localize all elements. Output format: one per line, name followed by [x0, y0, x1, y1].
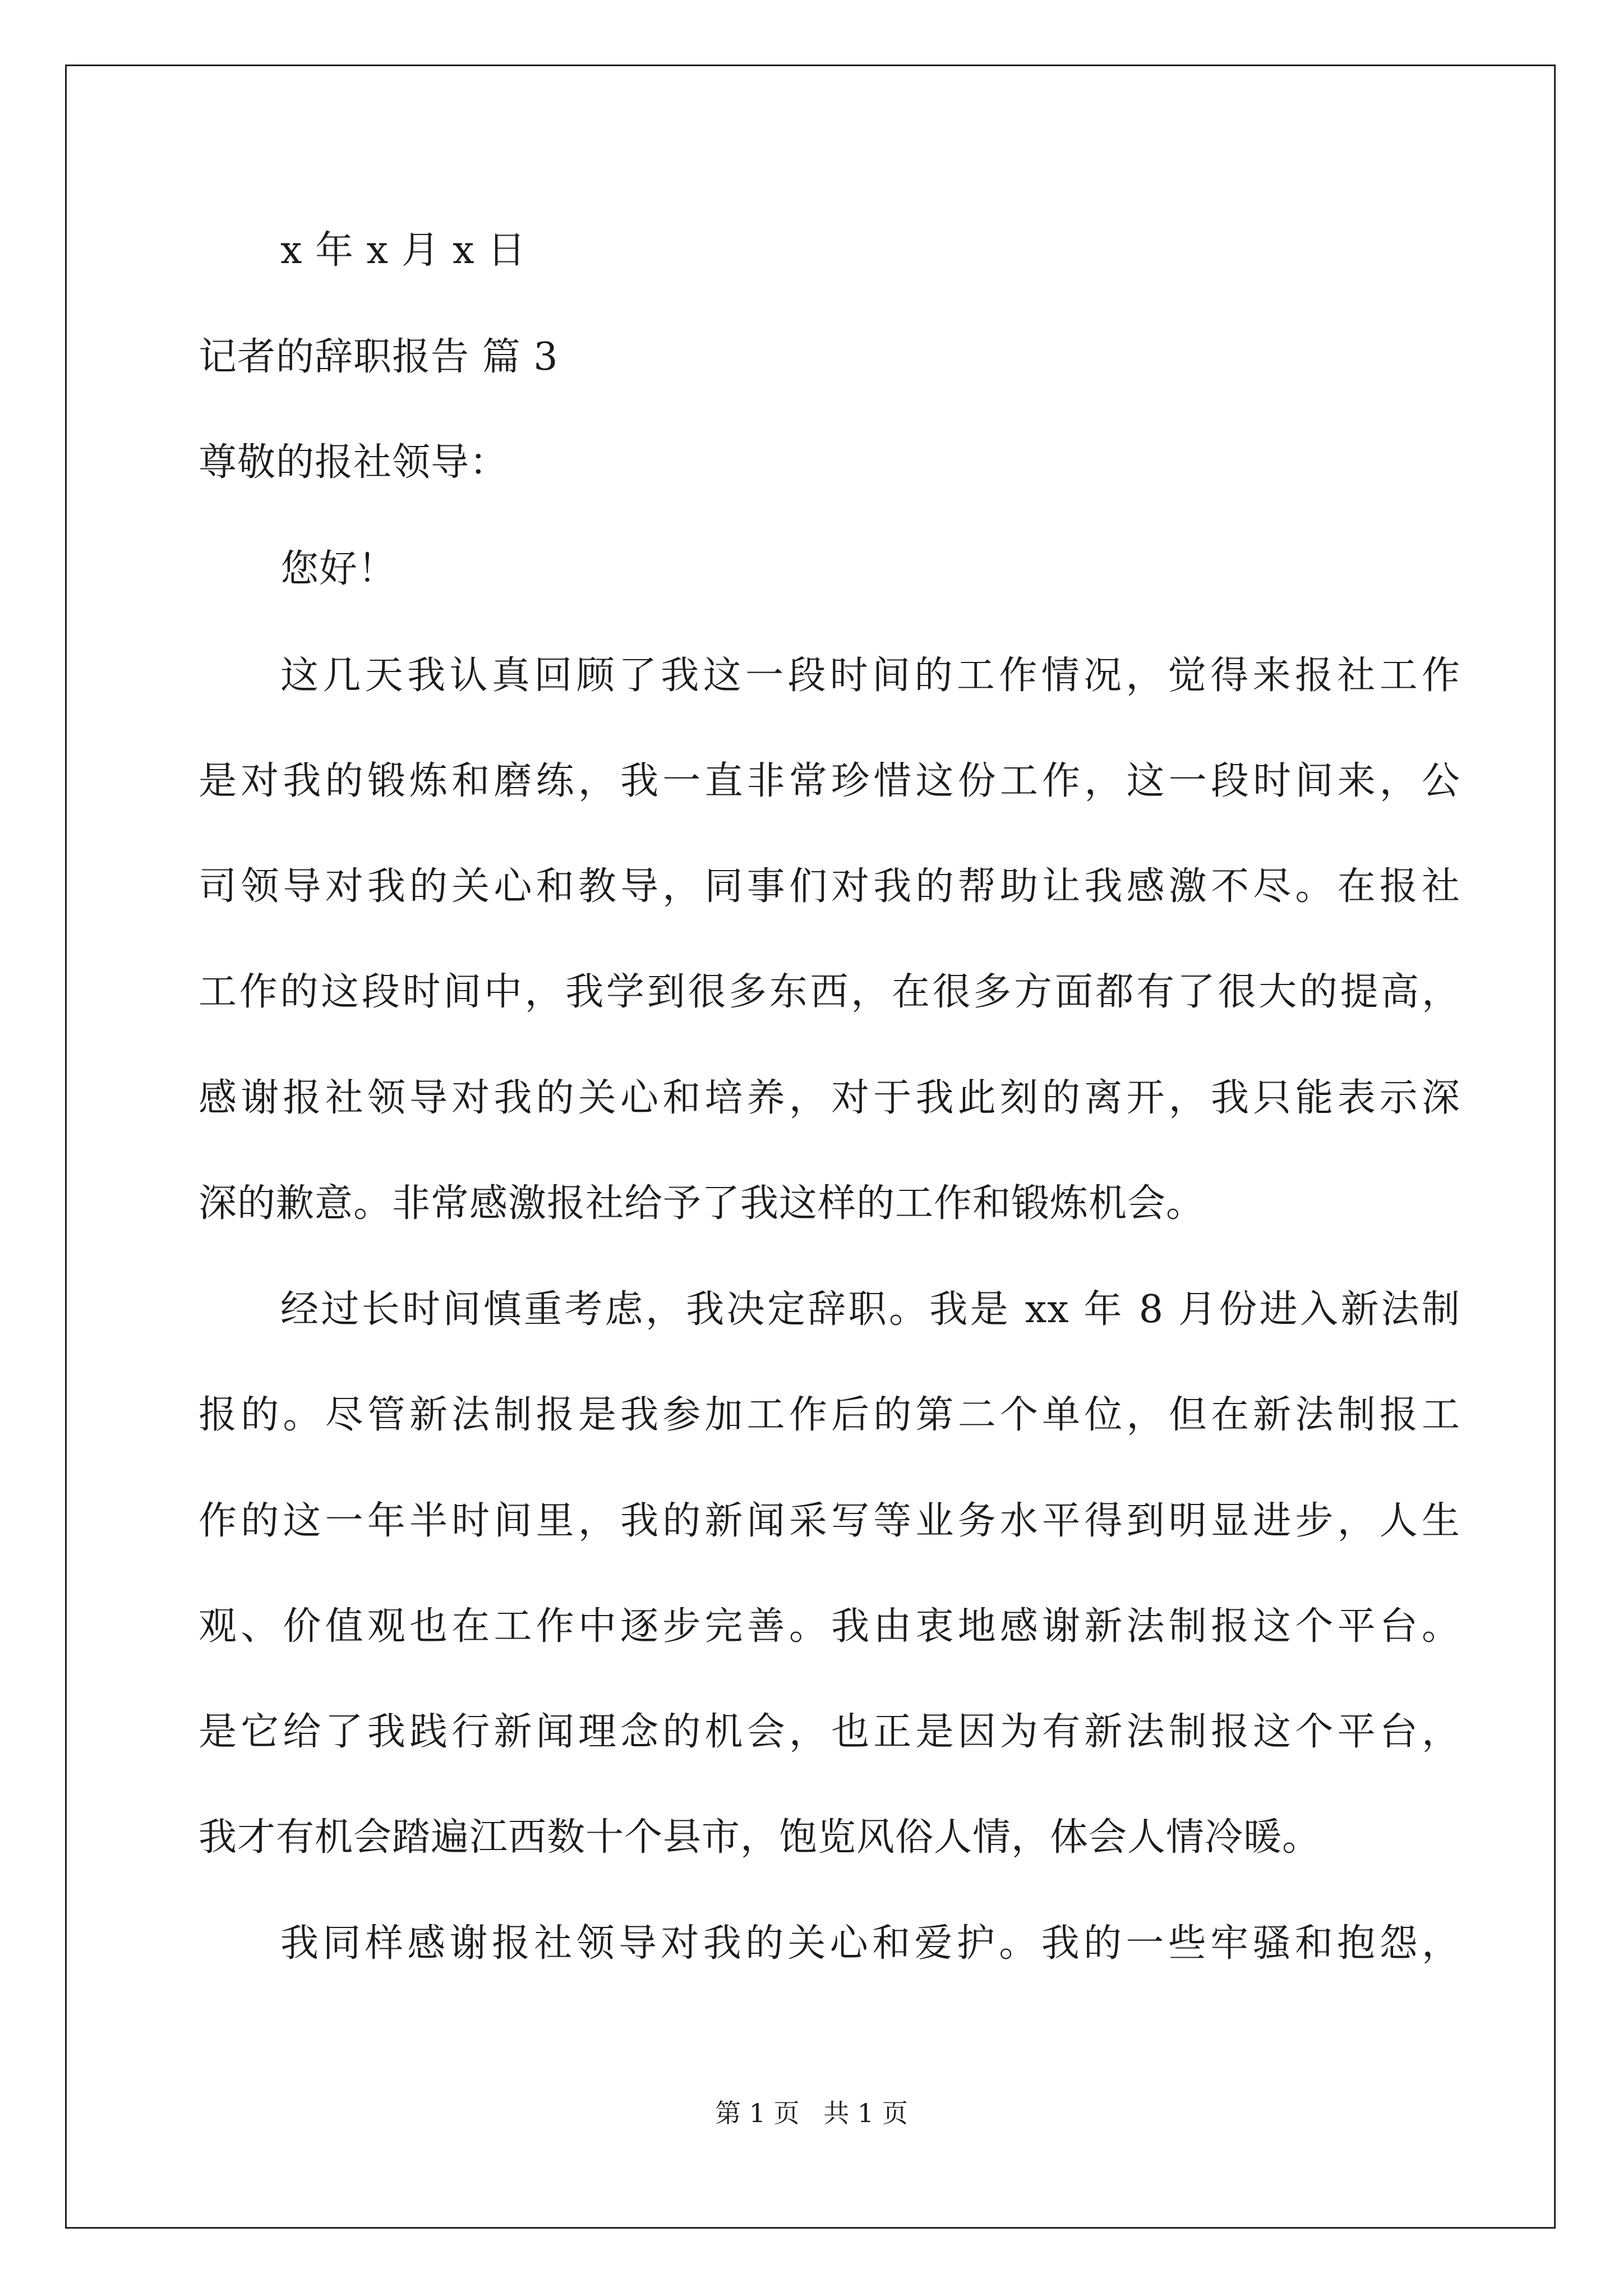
paragraph-1-line-4: 工作的这段时间中，我学到很多东西，在很多方面都有了很大的提高，	[199, 970, 1460, 1014]
paragraph-1-line-6: 深的歉意。非常感激报社给予了我这样的工作和锻炼机会。	[199, 1181, 1205, 1226]
greeting: 您好！	[280, 547, 397, 591]
page-number-total: 共 1 页	[823, 2098, 908, 2128]
paragraph-1-line-5: 感谢报社领导对我的关心和培养，对于我此刻的离开，我只能表示深	[199, 1076, 1460, 1120]
paragraph-2-line-2: 报的。尽管新法制报是我参加工作后的第二个单位，但在新法制报工	[199, 1393, 1460, 1437]
paragraph-1-line-1: 这几天我认真回顾了我这一段时间的工作情况，觉得来报社工作	[280, 654, 1460, 698]
salutation: 尊敬的报社领导：	[199, 440, 509, 485]
paragraph-2-line-5: 是它给了我践行新闻理念的机会，也正是因为有新法制报这个平台，	[199, 1710, 1460, 1754]
paragraph-2-line-6: 我才有机会踏遍江西数十个县市，饱览风俗人情，体会人情冷暖。	[199, 1815, 1321, 1860]
page-border	[65, 65, 1556, 2229]
page-number-current: 第 1 页	[715, 2098, 800, 2128]
paragraph-2-line-4: 观、价值观也在工作中逐步完善。我由衷地感谢新法制报这个平台。	[199, 1604, 1460, 1649]
page-footer	[0, 2096, 1623, 2130]
paragraph-2-line-3: 作的这一年半时间里，我的新闻采写等业务水平得到明显进步，人生	[199, 1499, 1460, 1543]
section-title: 记者的辞职报告 篇 3	[199, 335, 559, 379]
date-line: x 年 x 月 x 日	[280, 228, 527, 273]
paragraph-1-line-3: 司领导对我的关心和教导，同事们对我的帮助让我感激不尽。在报社	[199, 864, 1460, 909]
paragraph-1-line-2: 是对我的锻炼和磨练，我一直非常珍惜这份工作，这一段时间来，公	[199, 759, 1460, 803]
paragraph-3-line-1: 我同样感谢报社领导对我的关心和爱护。我的一些牢骚和抱怨，	[280, 1921, 1460, 1966]
paragraph-2-line-1: 经过长时间慎重考虑，我决定辞职。我是 xx 年 8 月份进入新法制	[280, 1287, 1460, 1332]
